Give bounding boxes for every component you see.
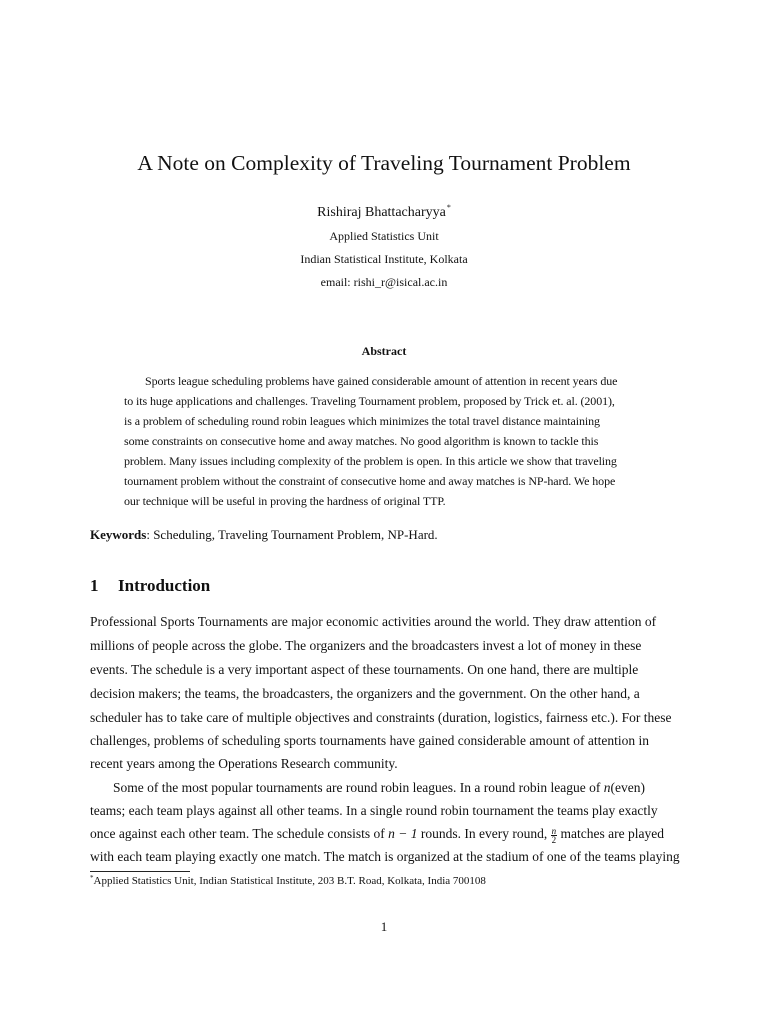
abstract-line: our technique will be useful in proving the hardness of original TTP. — [124, 494, 446, 508]
body-line: challenges, problems of scheduling sports tournaments have gained considerable amount of attention in — [90, 733, 649, 748]
section-number: 1 — [90, 576, 99, 595]
body-line: recent years among the Operations Research community. — [90, 756, 398, 771]
body-line: decision makers; the teams, the broadcasters, the organizers and the government. On the other hand, a — [90, 686, 640, 701]
body-line: teams; each team plays against all other teams. In a single round robin tournament the teams play exactly — [90, 803, 658, 818]
keywords-label: Keywords — [90, 527, 147, 542]
math-n-minus-1: n − 1 — [388, 826, 418, 841]
author-footnote-mark: * — [446, 203, 451, 212]
body-text: (even) — [610, 780, 645, 795]
fraction-denominator: 2 — [551, 835, 557, 845]
abstract-line: is a problem of scheduling round robin leagues which minimizes the total travel distance maintaining — [124, 414, 600, 428]
body-line: with each team playing exactly one match. The match is organized at the stadium of one of the teams playing — [90, 849, 680, 864]
abstract-line: some constraints on consecutive home and away matches. No good algorithm is known to tackle this — [124, 434, 599, 448]
keywords-text: : Scheduling, Traveling Tournament Problem, NP-Hard. — [146, 527, 438, 542]
abstract-line: to its huge applications and challenges. Traveling Tournament problem, proposed by Trick et. al. (2001), — [124, 394, 615, 408]
affiliation-unit: Applied Statistics Unit — [329, 229, 439, 243]
keywords — [90, 527, 438, 543]
section-title: Introduction — [118, 576, 211, 595]
footnote-text: Applied Statistics Unit, Indian Statistical Institute, 203 B.T. Road, Kolkata, India 700108 — [93, 875, 486, 887]
math-n: n — [603, 780, 611, 795]
paper-title: A Note on Complexity of Traveling Tournament Problem — [137, 151, 631, 175]
body-text: once against each other team. The schedule consists of — [90, 826, 389, 841]
body-line: scheduler has to take care of multiple objectives and constraints (duration, logistics, fairness etc.). For these — [90, 710, 672, 725]
abstract-heading: Abstract — [361, 344, 407, 358]
author-name-text: Rishiraj Bhattacharyya — [317, 205, 446, 220]
body-line — [90, 826, 664, 844]
body-text: Some of the most popular tournaments are round robin leagues. In a round robin league of — [113, 780, 604, 795]
body-text: rounds. In every round, — [417, 826, 551, 841]
abstract-line: Sports league scheduling problems have gained considerable amount of attention in recent years due — [145, 374, 618, 388]
author-name — [0, 203, 768, 221]
abstract-line: problem. Many issues including complexity of the problem is open. In this article we show that traveling — [124, 454, 617, 468]
body-line: Professional Sports Tournaments are major economic activities around the world. They draw attention of — [90, 614, 657, 629]
page-number: 1 — [380, 919, 388, 934]
section-heading — [90, 576, 210, 596]
author-email: email: rishi_r@isical.ac.in — [320, 275, 448, 289]
footnote — [90, 874, 486, 887]
footnote-mark: * — [90, 874, 94, 882]
body-line — [113, 780, 645, 796]
body-line: millions of people across the globe. The organizers and the broadcasters invest a lot of money in these — [90, 638, 642, 653]
fraction-numerator: n — [551, 826, 557, 836]
body-line: events. The schedule is a very important aspect of these tournaments. On one hand, there are multiple — [90, 662, 639, 677]
abstract-line: tournament problem without the constraint of consecutive home and away matches is NP-hard. We hope — [124, 474, 616, 488]
affiliation-institute: Indian Statistical Institute, Kolkata — [300, 252, 468, 266]
footnote-rule — [90, 871, 190, 872]
body-text: matches are played — [557, 826, 664, 841]
